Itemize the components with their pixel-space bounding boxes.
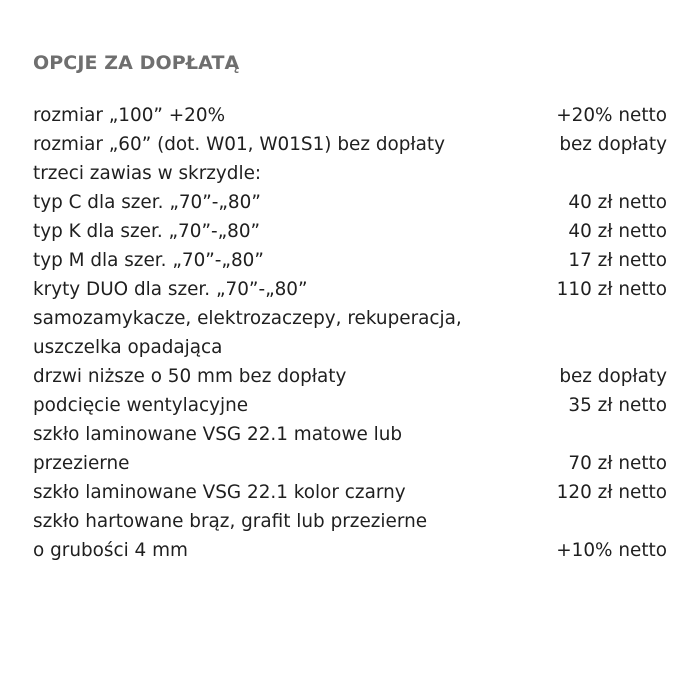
option-row (33, 159, 667, 188)
option-price: bez dopłaty (559, 134, 667, 155)
option-row (33, 275, 667, 304)
option-price: 17 zł netto (568, 250, 667, 271)
option-row (33, 333, 667, 362)
option-row (33, 188, 667, 217)
option-label: podcięcie wentylacyjne (33, 395, 249, 416)
option-row (33, 217, 667, 246)
option-row (33, 304, 667, 333)
option-label: trzeci zawias w skrzydle: (33, 163, 262, 184)
option-label: drzwi niższe o 50 mm bez dopłaty (33, 366, 347, 387)
option-price: +20% netto (556, 105, 667, 126)
options-list (33, 101, 667, 565)
option-row (33, 449, 667, 478)
option-row (33, 130, 667, 159)
option-label: uszczelka opadająca (33, 337, 223, 358)
option-label: o grubości 4 mm (33, 540, 188, 561)
option-label: typ M dla szer. „70”-„80” (33, 250, 264, 271)
option-row (33, 101, 667, 130)
option-row (33, 246, 667, 275)
option-price: 120 zł netto (556, 482, 667, 503)
option-row (33, 478, 667, 507)
option-label: rozmiar „100” +20% (33, 105, 226, 126)
option-row (33, 536, 667, 565)
option-label: szkło hartowane brąz, grafit lub przezierne (33, 511, 428, 532)
option-price: bez dopłaty (559, 366, 667, 387)
option-row (33, 391, 667, 420)
option-label: typ K dla szer. „70”-„80” (33, 221, 261, 242)
option-price: 40 zł netto (568, 221, 667, 242)
option-price: +10% netto (556, 540, 667, 561)
option-label: kryty DUO dla szer. „70”-„80” (33, 279, 308, 300)
option-label: szkło laminowane VSG 22.1 matowe lub (33, 424, 403, 445)
options-page (33, 50, 667, 565)
option-label: przezierne (33, 453, 130, 474)
page-title: OPCJE ZA DOPŁATĄ (33, 52, 240, 74)
option-row (33, 420, 667, 449)
option-price: 40 zł netto (568, 192, 667, 213)
option-price: 110 zł netto (556, 279, 667, 300)
option-label: typ C dla szer. „70”-„80” (33, 192, 261, 213)
option-label: szkło laminowane VSG 22.1 kolor czarny (33, 482, 406, 503)
option-label: samozamykacze, elektrozaczepy, rekuperacja, (33, 308, 462, 329)
option-price: 35 zł netto (568, 395, 667, 416)
option-row (33, 362, 667, 391)
option-row (33, 507, 667, 536)
option-label: rozmiar „60” (dot. W01, W01S1) bez dopłaty (33, 134, 446, 155)
option-price: 70 zł netto (568, 453, 667, 474)
